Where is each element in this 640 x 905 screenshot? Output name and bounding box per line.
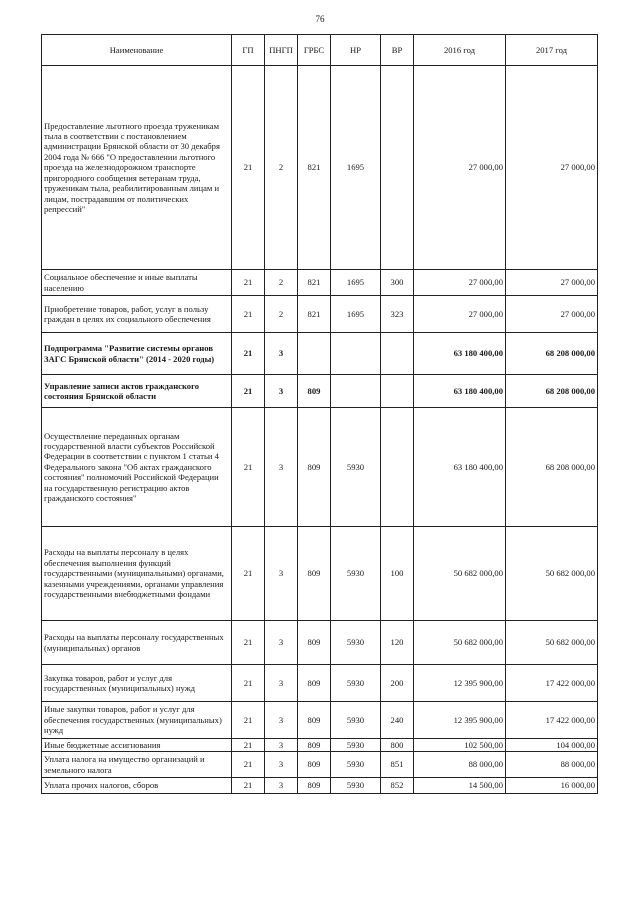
- cell-2016: 102 500,00: [414, 739, 506, 752]
- cell-pgp: 3: [265, 408, 298, 527]
- cell-gp: 21: [232, 527, 265, 621]
- cell-name: Подпрограмма "Развитие системы органов ЗАГС Брянской области" (2014 - 2020 годы): [42, 333, 232, 375]
- cell-grbs: 821: [298, 296, 331, 333]
- cell-vr: [381, 375, 414, 408]
- cell-np: 5930: [331, 752, 381, 778]
- cell-2017: 17 422 000,00: [506, 665, 598, 702]
- table-row: [42, 702, 598, 739]
- table-row: [42, 270, 598, 296]
- cell-pgp: 3: [265, 665, 298, 702]
- cell-np: 1695: [331, 270, 381, 296]
- header-pgp: ПНГП: [265, 35, 298, 66]
- page-number: 76: [315, 14, 325, 24]
- cell-2016: 12 395 900,00: [414, 665, 506, 702]
- header-grbs: ГРБС: [298, 35, 331, 66]
- cell-vr: 300: [381, 270, 414, 296]
- cell-np: [331, 375, 381, 408]
- cell-2016: 27 000,00: [414, 270, 506, 296]
- cell-np: 1695: [331, 66, 381, 270]
- cell-2016: 14 500,00: [414, 778, 506, 794]
- cell-name: Управление записи актов гражданского состояния Брянской области: [42, 375, 232, 408]
- cell-np: 1695: [331, 296, 381, 333]
- cell-grbs: 809: [298, 375, 331, 408]
- cell-vr: 240: [381, 702, 414, 739]
- cell-np: [331, 333, 381, 375]
- cell-gp: 21: [232, 665, 265, 702]
- cell-pgp: 3: [265, 702, 298, 739]
- cell-vr: [381, 66, 414, 270]
- cell-gp: 21: [232, 702, 265, 739]
- table-header-row: [42, 35, 598, 66]
- cell-pgp: 3: [265, 527, 298, 621]
- cell-name: Расходы на выплаты персоналу государственных (муниципальных) органов: [42, 621, 232, 665]
- cell-2017: 50 682 000,00: [506, 527, 598, 621]
- cell-vr: 852: [381, 778, 414, 794]
- header-gp: ГП: [232, 35, 265, 66]
- cell-grbs: [298, 333, 331, 375]
- cell-2016: 27 000,00: [414, 66, 506, 270]
- cell-2016: 50 682 000,00: [414, 527, 506, 621]
- cell-gp: 21: [232, 296, 265, 333]
- cell-2016: 88 000,00: [414, 752, 506, 778]
- cell-np: 5930: [331, 527, 381, 621]
- cell-vr: 323: [381, 296, 414, 333]
- cell-vr: 120: [381, 621, 414, 665]
- header-np: НР: [331, 35, 381, 66]
- cell-gp: 21: [232, 66, 265, 270]
- cell-vr: 100: [381, 527, 414, 621]
- cell-2017: 27 000,00: [506, 66, 598, 270]
- cell-2017: 27 000,00: [506, 270, 598, 296]
- cell-gp: 21: [232, 408, 265, 527]
- cell-grbs: 809: [298, 621, 331, 665]
- cell-np: 5930: [331, 778, 381, 794]
- table-row: [42, 739, 598, 752]
- cell-gp: 21: [232, 778, 265, 794]
- header-2016: 2016 год: [414, 35, 506, 66]
- cell-grbs: 821: [298, 66, 331, 270]
- cell-np: 5930: [331, 408, 381, 527]
- cell-gp: 21: [232, 375, 265, 408]
- cell-name: Закупка товаров, работ и услуг для государственных (муниципальных) нужд: [42, 665, 232, 702]
- cell-name: Иные закупки товаров, работ и услуг для обеспечения государственных (муниципальных) нужд: [42, 702, 232, 739]
- cell-2016: 27 000,00: [414, 296, 506, 333]
- cell-pgp: 3: [265, 375, 298, 408]
- cell-pgp: 2: [265, 66, 298, 270]
- cell-pgp: 3: [265, 778, 298, 794]
- cell-grbs: 809: [298, 527, 331, 621]
- cell-name: Расходы на выплаты персоналу в целях обеспечения выполнения функций государственными (муниципальными) органами, казенными учреждениями, органами управления государственными внебюджетными фондами: [42, 527, 232, 621]
- cell-vr: [381, 408, 414, 527]
- cell-2017: 68 208 000,00: [506, 333, 598, 375]
- cell-pgp: 2: [265, 270, 298, 296]
- cell-name: Уплата прочих налогов, сборов: [42, 778, 232, 794]
- budget-table: [41, 34, 598, 794]
- cell-vr: 800: [381, 739, 414, 752]
- table-row: [42, 408, 598, 527]
- table-row: [42, 66, 598, 270]
- cell-vr: 851: [381, 752, 414, 778]
- cell-name: Уплата налога на имущество организаций и земельного налога: [42, 752, 232, 778]
- cell-pgp: 3: [265, 739, 298, 752]
- cell-2017: 68 208 000,00: [506, 408, 598, 527]
- cell-2017: 88 000,00: [506, 752, 598, 778]
- cell-2017: 50 682 000,00: [506, 621, 598, 665]
- cell-2016: 12 395 900,00: [414, 702, 506, 739]
- cell-np: 5930: [331, 739, 381, 752]
- cell-grbs: 809: [298, 739, 331, 752]
- cell-2017: 104 000,00: [506, 739, 598, 752]
- cell-np: 5930: [331, 702, 381, 739]
- cell-2016: 63 180 400,00: [414, 333, 506, 375]
- cell-pgp: 3: [265, 333, 298, 375]
- cell-2016: 63 180 400,00: [414, 375, 506, 408]
- cell-gp: 21: [232, 621, 265, 665]
- cell-np: 5930: [331, 621, 381, 665]
- table-row: [42, 665, 598, 702]
- cell-name: Осуществление переданных органам государственной власти субъектов Российской Федерации в соответствии с пунктом 1 статьи 4 Федерального закона "Об актах гражданского состояния" полномочий Российской Федерации на государственную регистрацию актов гражданского состояния": [42, 408, 232, 527]
- cell-2016: 63 180 400,00: [414, 408, 506, 527]
- cell-gp: 21: [232, 752, 265, 778]
- cell-pgp: 3: [265, 621, 298, 665]
- cell-np: 5930: [331, 665, 381, 702]
- table-row: [42, 778, 598, 794]
- cell-name: Социальное обеспечение и иные выплаты населению: [42, 270, 232, 296]
- cell-pgp: 2: [265, 296, 298, 333]
- table-row: [42, 621, 598, 665]
- cell-grbs: 821: [298, 270, 331, 296]
- cell-grbs: 809: [298, 702, 331, 739]
- header-2017: 2017 год: [506, 35, 598, 66]
- cell-2017: 27 000,00: [506, 296, 598, 333]
- cell-vr: 200: [381, 665, 414, 702]
- table-row: [42, 752, 598, 778]
- cell-2017: 17 422 000,00: [506, 702, 598, 739]
- cell-2017: 68 208 000,00: [506, 375, 598, 408]
- table-row: [42, 527, 598, 621]
- cell-name: Приобретение товаров, работ, услуг в пользу граждан в целях их социального обеспечения: [42, 296, 232, 333]
- cell-2017: 16 000,00: [506, 778, 598, 794]
- table-row: [42, 296, 598, 333]
- cell-grbs: 809: [298, 665, 331, 702]
- cell-pgp: 3: [265, 752, 298, 778]
- cell-gp: 21: [232, 739, 265, 752]
- header-name: Наименование: [42, 35, 232, 66]
- cell-grbs: 809: [298, 752, 331, 778]
- cell-name: Иные бюджетные ассигнования: [42, 739, 232, 752]
- table-row: [42, 375, 598, 408]
- cell-2016: 50 682 000,00: [414, 621, 506, 665]
- cell-vr: [381, 333, 414, 375]
- cell-grbs: 809: [298, 778, 331, 794]
- cell-name: Предоставление льготного проезда труженикам тыла в соответствии с постановлением администрации Брянской области от 30 декабря 2004 года № 666 "О предоставлении льготного проезда на железнодорожном транспорте пригородного сообщения ветеранам труда, труженикам тыла, реабилитированным лицам и лицам, пострадавшим от политических репрессий": [42, 66, 232, 270]
- table-row: [42, 333, 598, 375]
- cell-grbs: 809: [298, 408, 331, 527]
- cell-gp: 21: [232, 270, 265, 296]
- header-vr: ВР: [381, 35, 414, 66]
- cell-gp: 21: [232, 333, 265, 375]
